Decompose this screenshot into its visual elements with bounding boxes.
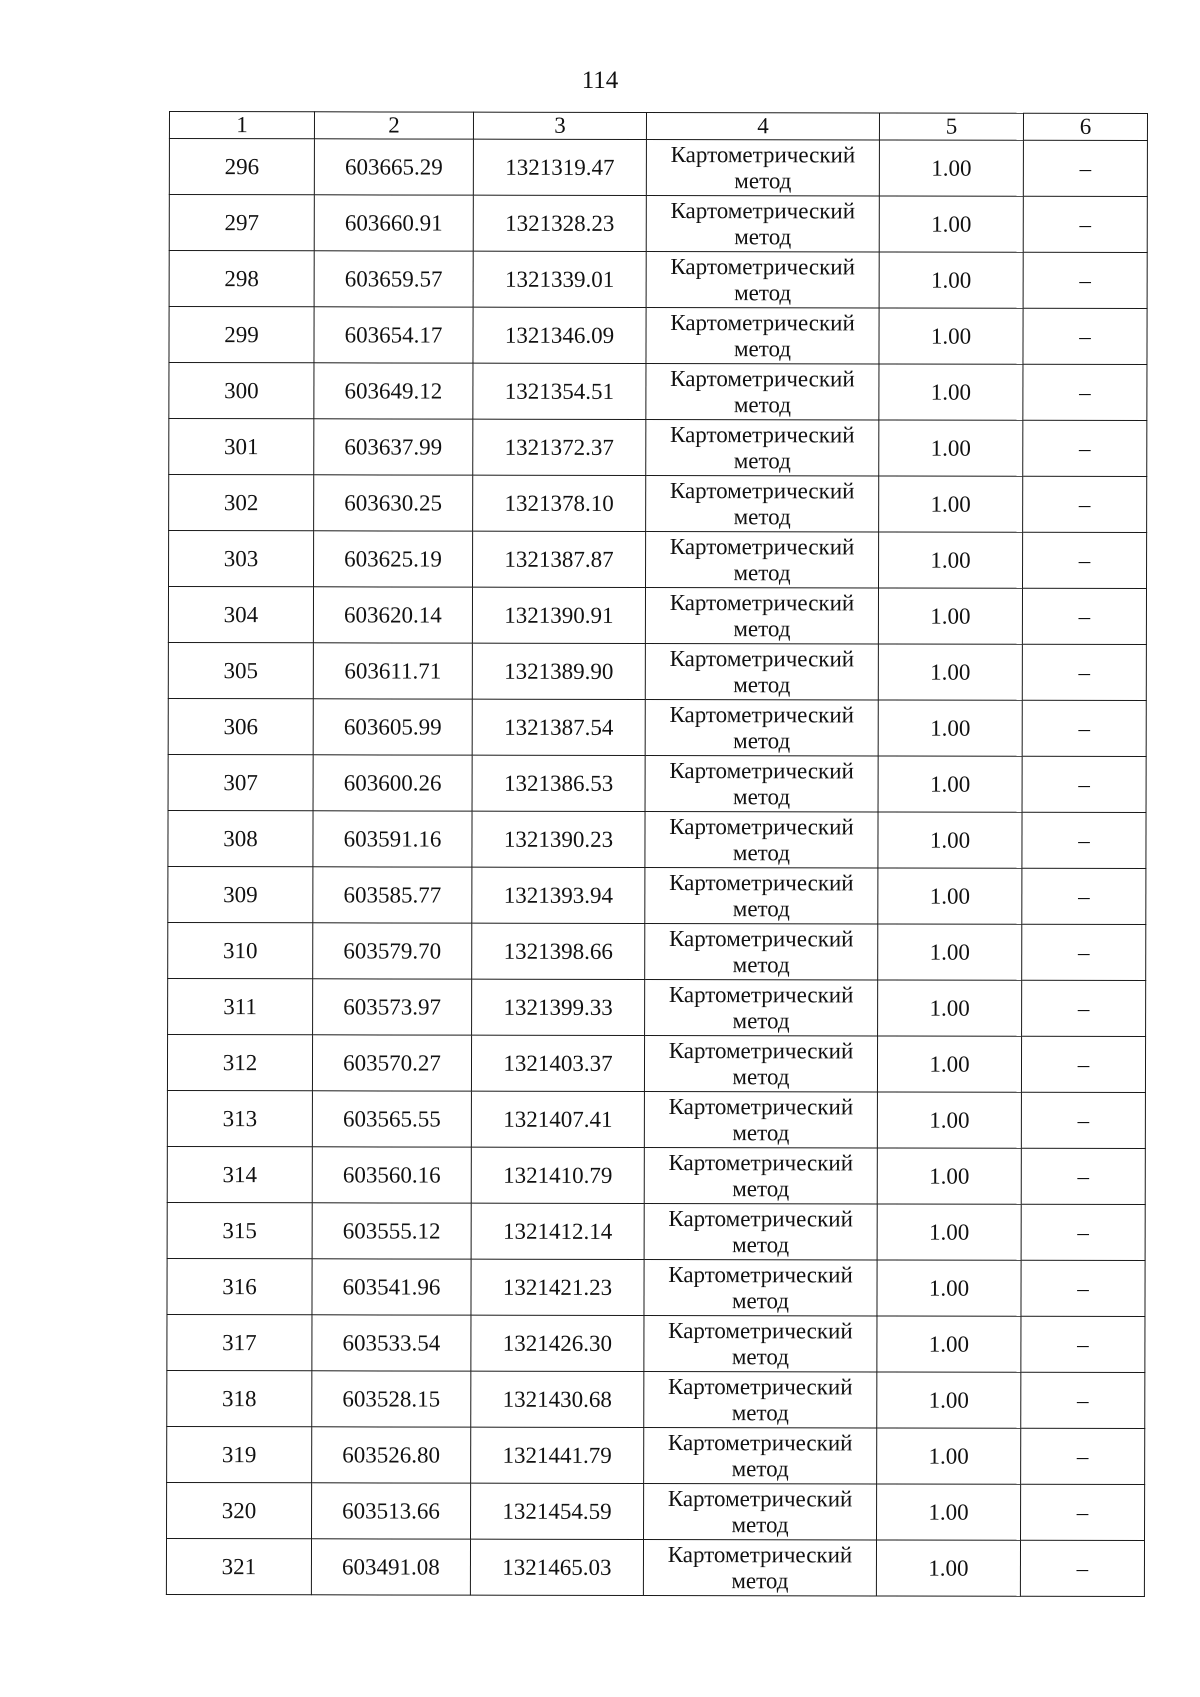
- x-coordinate-cell: 603533.54: [312, 1315, 471, 1371]
- method-line-1: Картометрический: [668, 1373, 853, 1399]
- table-row: [167, 1258, 1145, 1316]
- x-coordinate-cell: 603565.55: [312, 1091, 471, 1147]
- accuracy-cell: 1.00: [876, 1540, 1020, 1596]
- point-number-cell: 321: [166, 1538, 311, 1594]
- point-number-cell: 300: [169, 363, 314, 419]
- method-line-1: Картометрический: [668, 1261, 853, 1287]
- method-line-1: Картометрический: [668, 925, 854, 951]
- table-row: [167, 1314, 1145, 1372]
- accuracy-cell: 1.00: [879, 532, 1023, 588]
- method-line-1: Картометрический: [667, 1429, 853, 1455]
- method-line-2: метод: [731, 1343, 789, 1369]
- point-number-cell: 309: [168, 866, 313, 922]
- x-coordinate-cell: 603620.14: [313, 587, 472, 643]
- method-line-1: Картометрический: [669, 589, 855, 615]
- x-coordinate-cell: 603654.17: [314, 307, 473, 363]
- y-coordinate-cell: 1321319.47: [473, 139, 646, 195]
- table-row: [168, 810, 1146, 868]
- method-cell: [644, 1147, 877, 1203]
- method-cell: [644, 1259, 877, 1315]
- table-body: [166, 139, 1147, 1597]
- point-number-cell: 296: [169, 139, 314, 195]
- method-cell: [644, 1427, 877, 1483]
- method-cell: [646, 195, 879, 251]
- method-line-1: Картометрический: [669, 869, 854, 895]
- method-line-1: Картометрический: [669, 533, 855, 559]
- table-row: [169, 531, 1147, 589]
- point-number-cell: 304: [168, 587, 313, 643]
- note-cell: –: [1023, 532, 1147, 588]
- method-cell: [643, 1539, 876, 1595]
- table-row: [166, 1538, 1144, 1596]
- accuracy-cell: 1.00: [878, 644, 1022, 700]
- method-line-1: Картометрический: [670, 197, 856, 223]
- method-line-1: Картометрический: [669, 701, 855, 727]
- column-header: 6: [1023, 113, 1147, 140]
- accuracy-cell: 1.00: [878, 588, 1022, 644]
- y-coordinate-cell: 1321430.68: [471, 1371, 644, 1427]
- point-number-cell: 319: [167, 1426, 312, 1482]
- accuracy-cell: 1.00: [878, 868, 1022, 924]
- note-cell: –: [1021, 1036, 1145, 1092]
- method-line-2: метод: [733, 447, 791, 473]
- method-cell: [646, 475, 879, 531]
- method-line-2: метод: [732, 1175, 790, 1201]
- method-line-2: метод: [734, 167, 792, 193]
- method-line-1: Картометрический: [670, 365, 855, 391]
- note-cell: –: [1023, 308, 1147, 364]
- accuracy-cell: 1.00: [878, 756, 1022, 812]
- method-cell: [646, 419, 879, 475]
- table-row: [169, 195, 1147, 253]
- note-cell: –: [1021, 1092, 1145, 1148]
- method-line-2: метод: [731, 1287, 790, 1313]
- x-coordinate-cell: 603528.15: [312, 1371, 471, 1427]
- table-row: [167, 1370, 1145, 1428]
- table-row: [167, 1426, 1145, 1484]
- point-number-cell: 306: [168, 698, 313, 754]
- method-line-1: Картометрический: [668, 1093, 854, 1119]
- x-coordinate-cell: 603611.71: [313, 643, 472, 699]
- method-cell: [645, 811, 878, 867]
- point-number-cell: 316: [167, 1258, 312, 1314]
- method-cell: [644, 1315, 877, 1371]
- method-line-2: метод: [733, 391, 791, 417]
- method-line-2: метод: [731, 1455, 789, 1481]
- table-row: [167, 1090, 1145, 1148]
- table-row: [168, 866, 1146, 924]
- note-cell: –: [1020, 1540, 1144, 1596]
- note-cell: –: [1023, 476, 1147, 532]
- accuracy-cell: 1.00: [877, 1036, 1021, 1092]
- method-cell: [645, 867, 878, 923]
- method-line-1: Картометрический: [670, 309, 855, 335]
- note-cell: –: [1021, 1204, 1145, 1260]
- x-coordinate-cell: 603560.16: [312, 1147, 471, 1203]
- point-number-cell: 298: [169, 251, 314, 307]
- y-coordinate-cell: 1321387.54: [472, 699, 645, 755]
- table-row: [167, 1482, 1145, 1540]
- note-cell: –: [1021, 1260, 1145, 1316]
- table-row: [169, 475, 1147, 533]
- table-row: [169, 139, 1147, 197]
- point-number-cell: 301: [169, 419, 314, 475]
- method-line-1: Картометрический: [669, 477, 855, 503]
- y-coordinate-cell: 1321410.79: [471, 1147, 644, 1203]
- method-line-1: Картометрический: [667, 1485, 853, 1511]
- method-cell: [646, 251, 879, 307]
- method-line-1: Картометрический: [668, 1037, 854, 1063]
- y-coordinate-cell: 1321421.23: [471, 1259, 644, 1315]
- note-cell: –: [1021, 1428, 1145, 1484]
- x-coordinate-cell: 603491.08: [311, 1539, 470, 1595]
- method-line-2: метод: [731, 1399, 789, 1425]
- accuracy-cell: 1.00: [879, 364, 1023, 420]
- note-cell: –: [1023, 252, 1147, 308]
- accuracy-cell: 1.00: [879, 308, 1023, 364]
- method-cell: [645, 755, 878, 811]
- method-line-1: Картометрический: [670, 421, 855, 447]
- accuracy-cell: 1.00: [879, 252, 1023, 308]
- y-coordinate-cell: 1321389.90: [472, 643, 645, 699]
- point-number-cell: 315: [167, 1202, 312, 1258]
- accuracy-cell: 1.00: [878, 812, 1022, 868]
- method-line-2: метод: [733, 615, 791, 641]
- x-coordinate-cell: 603630.25: [314, 475, 473, 531]
- method-line-2: метод: [732, 895, 790, 921]
- x-coordinate-cell: 603573.97: [313, 979, 472, 1035]
- point-number-cell: 317: [167, 1314, 312, 1370]
- method-line-1: Картометрический: [670, 141, 856, 167]
- accuracy-cell: 1.00: [877, 1484, 1021, 1540]
- coordinates-table: [166, 111, 1148, 1597]
- point-number-cell: 312: [167, 1034, 312, 1090]
- note-cell: –: [1023, 140, 1147, 196]
- method-cell: [644, 1483, 877, 1539]
- accuracy-cell: 1.00: [877, 1428, 1021, 1484]
- method-line-2: метод: [732, 1231, 790, 1257]
- y-coordinate-cell: 1321454.59: [471, 1483, 644, 1539]
- y-coordinate-cell: 1321412.14: [471, 1203, 644, 1259]
- method-cell: [644, 1203, 877, 1259]
- method-line-2: метод: [732, 951, 790, 977]
- table-row: [167, 1146, 1145, 1204]
- method-line-2: метод: [732, 1119, 790, 1145]
- note-cell: –: [1022, 700, 1146, 756]
- point-number-cell: 307: [168, 754, 313, 810]
- y-coordinate-cell: 1321390.91: [472, 587, 645, 643]
- table-row: [168, 978, 1146, 1036]
- note-cell: –: [1022, 756, 1146, 812]
- method-line-2: метод: [734, 279, 792, 305]
- x-coordinate-cell: 603649.12: [314, 363, 473, 419]
- accuracy-cell: 1.00: [878, 980, 1022, 1036]
- method-cell: [645, 979, 878, 1035]
- x-coordinate-cell: 603579.70: [313, 923, 472, 979]
- x-coordinate-cell: 603591.16: [313, 811, 472, 867]
- table-row: [168, 754, 1146, 812]
- point-number-cell: 314: [167, 1146, 312, 1202]
- note-cell: –: [1022, 588, 1146, 644]
- method-line-1: Картометрический: [669, 757, 854, 783]
- note-cell: –: [1022, 924, 1146, 980]
- method-line-1: Картометрический: [669, 813, 854, 839]
- method-cell: [646, 363, 879, 419]
- point-number-cell: 310: [168, 922, 313, 978]
- y-coordinate-cell: 1321407.41: [471, 1091, 644, 1147]
- column-header: 4: [646, 113, 879, 140]
- x-coordinate-cell: 603665.29: [314, 139, 473, 195]
- method-line-2: метод: [733, 503, 791, 529]
- x-coordinate-cell: 603555.12: [312, 1203, 471, 1259]
- method-line-1: Картометрический: [670, 253, 855, 279]
- point-number-cell: 297: [169, 195, 314, 251]
- accuracy-cell: 1.00: [877, 1092, 1021, 1148]
- y-coordinate-cell: 1321354.51: [473, 363, 646, 419]
- accuracy-cell: 1.00: [878, 924, 1022, 980]
- table-row: [169, 363, 1147, 421]
- y-coordinate-cell: 1321398.66: [472, 923, 645, 979]
- column-header: 1: [169, 112, 314, 139]
- y-coordinate-cell: 1321393.94: [472, 867, 645, 923]
- x-coordinate-cell: 603637.99: [314, 419, 473, 475]
- method-line-1: Картометрический: [667, 1541, 853, 1567]
- table-row: [167, 1034, 1145, 1092]
- note-cell: –: [1022, 980, 1146, 1036]
- note-cell: –: [1022, 644, 1146, 700]
- point-number-cell: 299: [169, 307, 314, 363]
- note-cell: –: [1023, 420, 1147, 476]
- method-line-2: метод: [732, 839, 791, 865]
- y-coordinate-cell: 1321441.79: [471, 1427, 644, 1483]
- x-coordinate-cell: 603659.57: [314, 251, 473, 307]
- x-coordinate-cell: 603625.19: [314, 531, 473, 587]
- accuracy-cell: 1.00: [877, 1372, 1021, 1428]
- table-row: [169, 251, 1147, 309]
- method-line-2: метод: [733, 335, 792, 361]
- x-coordinate-cell: 603585.77: [313, 867, 472, 923]
- note-cell: –: [1022, 868, 1146, 924]
- table-row: [169, 307, 1147, 365]
- point-number-cell: 308: [168, 810, 313, 866]
- point-number-cell: 313: [167, 1090, 312, 1146]
- table-row: [167, 1202, 1145, 1260]
- y-coordinate-cell: 1321378.10: [473, 475, 646, 531]
- method-cell: [646, 531, 879, 587]
- x-coordinate-cell: 603526.80: [312, 1427, 471, 1483]
- table-row: [168, 587, 1146, 645]
- accuracy-cell: 1.00: [878, 700, 1022, 756]
- method-cell: [644, 1091, 877, 1147]
- accuracy-cell: 1.00: [877, 1148, 1021, 1204]
- method-cell: [645, 699, 878, 755]
- note-cell: –: [1022, 812, 1146, 868]
- note-cell: –: [1021, 1372, 1145, 1428]
- method-line-2: метод: [733, 783, 791, 809]
- method-cell: [646, 140, 879, 196]
- method-line-2: метод: [731, 1567, 789, 1593]
- x-coordinate-cell: 603660.91: [314, 195, 473, 251]
- method-line-2: метод: [733, 559, 791, 585]
- accuracy-cell: 1.00: [877, 1204, 1021, 1260]
- accuracy-cell: 1.00: [877, 1260, 1021, 1316]
- method-line-2: метод: [733, 671, 791, 697]
- accuracy-cell: 1.00: [877, 1316, 1021, 1372]
- x-coordinate-cell: 603570.27: [312, 1035, 471, 1091]
- column-header: 3: [473, 112, 646, 139]
- method-line-1: Картометрический: [668, 981, 854, 1007]
- point-number-cell: 303: [169, 531, 314, 587]
- point-number-cell: 305: [168, 642, 313, 698]
- point-number-cell: 311: [168, 978, 313, 1034]
- note-cell: –: [1021, 1148, 1145, 1204]
- column-header: 2: [314, 112, 473, 139]
- y-coordinate-cell: 1321386.53: [472, 755, 645, 811]
- accuracy-cell: 1.00: [879, 420, 1023, 476]
- note-cell: –: [1023, 196, 1147, 252]
- method-line-2: метод: [731, 1511, 789, 1537]
- method-line-1: Картометрический: [668, 1317, 853, 1343]
- x-coordinate-cell: 603605.99: [313, 699, 472, 755]
- method-cell: [644, 1035, 877, 1091]
- note-cell: –: [1021, 1316, 1145, 1372]
- accuracy-cell: 1.00: [879, 476, 1023, 532]
- method-cell: [645, 643, 878, 699]
- x-coordinate-cell: 603513.66: [312, 1483, 471, 1539]
- header-row: [169, 112, 1147, 141]
- accuracy-cell: 1.00: [879, 196, 1023, 252]
- x-coordinate-cell: 603541.96: [312, 1259, 471, 1315]
- method-line-2: метод: [733, 727, 791, 753]
- page-number: 114: [581, 67, 619, 94]
- method-line-1: Картометрический: [668, 1149, 854, 1175]
- method-line-2: метод: [734, 223, 792, 249]
- y-coordinate-cell: 1321372.37: [473, 419, 646, 475]
- x-coordinate-cell: 603600.26: [313, 755, 472, 811]
- y-coordinate-cell: 1321465.03: [470, 1539, 643, 1595]
- point-number-cell: 320: [167, 1482, 312, 1538]
- method-cell: [646, 307, 879, 363]
- note-cell: –: [1023, 364, 1147, 420]
- point-number-cell: 302: [169, 475, 314, 531]
- table-row: [168, 642, 1146, 700]
- y-coordinate-cell: 1321387.87: [473, 531, 646, 587]
- y-coordinate-cell: 1321339.01: [473, 251, 646, 307]
- y-coordinate-cell: 1321346.09: [473, 307, 646, 363]
- y-coordinate-cell: 1321328.23: [473, 195, 646, 251]
- y-coordinate-cell: 1321403.37: [471, 1035, 644, 1091]
- table-row: [168, 922, 1146, 980]
- table-row: [169, 419, 1147, 477]
- method-line-2: метод: [732, 1063, 790, 1089]
- y-coordinate-cell: 1321399.33: [472, 979, 645, 1035]
- column-header: 5: [879, 113, 1023, 140]
- table-row: [168, 698, 1146, 756]
- method-cell: [644, 1371, 877, 1427]
- method-line-1: Картометрический: [668, 1205, 853, 1231]
- method-cell: [645, 587, 878, 643]
- method-line-1: Картометрический: [669, 645, 855, 671]
- accuracy-cell: 1.00: [879, 140, 1023, 196]
- method-line-2: метод: [732, 1007, 790, 1033]
- y-coordinate-cell: 1321426.30: [471, 1315, 644, 1371]
- y-coordinate-cell: 1321390.23: [472, 811, 645, 867]
- method-cell: [645, 923, 878, 979]
- note-cell: –: [1021, 1484, 1145, 1540]
- point-number-cell: 318: [167, 1370, 312, 1426]
